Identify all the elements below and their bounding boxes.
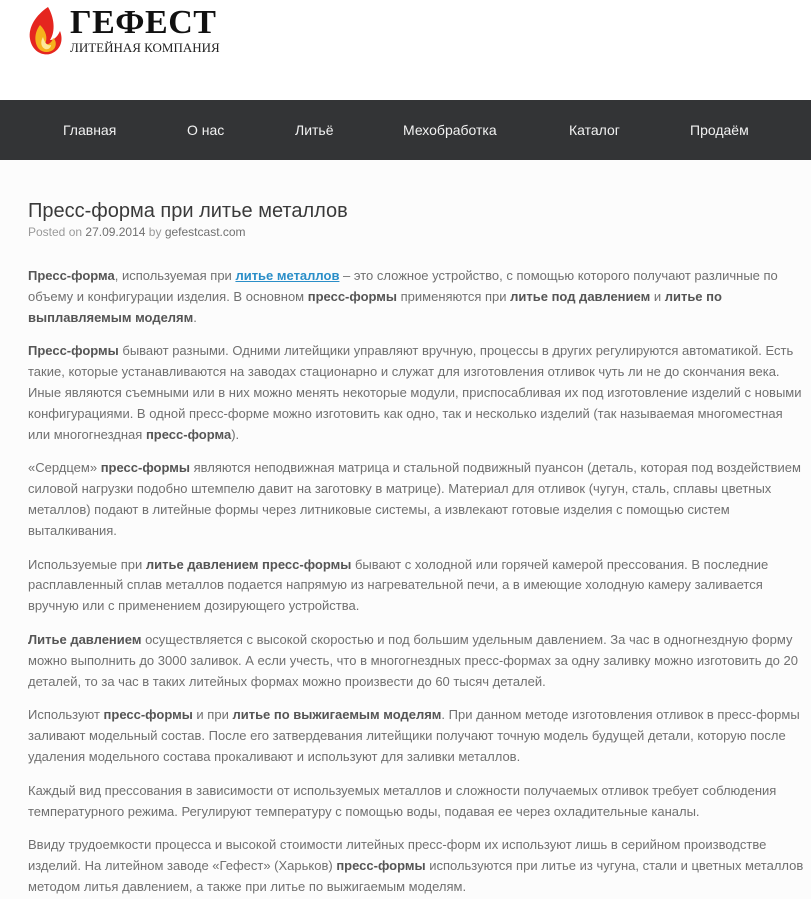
text-run: бывают с холодной или горячей камерой прессования. В последние расплавленный сплав металлов подается напрямую из нагревательной печи, а в имеющие холодную камеру заливается вручную или с применением дозирующего устройства. bbox=[28, 556, 769, 614]
bold-term: Пресс-форма bbox=[28, 268, 115, 283]
article-paragraph bbox=[28, 341, 804, 445]
main-nav bbox=[0, 100, 811, 160]
bold-term: литье давлением пресс-формы bbox=[145, 556, 352, 572]
text-run: ). bbox=[231, 426, 240, 442]
nav-item-casting[interactable]: Литьё bbox=[295, 122, 334, 138]
text-run: Используют bbox=[28, 707, 104, 723]
text-run: . bbox=[193, 309, 197, 325]
text-run: «Сердцем» bbox=[28, 460, 101, 476]
nav-item-sale[interactable]: Продаём bbox=[690, 122, 749, 138]
meta-author-link[interactable]: gefestcast.com bbox=[164, 225, 246, 239]
nav-item-catalog[interactable]: Каталог bbox=[569, 122, 620, 138]
article-paragraph bbox=[28, 630, 804, 692]
article-paragraph bbox=[28, 705, 804, 767]
bold-term: литье под давлением bbox=[510, 288, 651, 304]
text-run: являются неподвижная матрица и стальной подвижный пуансон (деталь, которая под воздействием силовой нагрузки подобно штемпелю давит на заготовку в матрице). Материал для отливок (чугун, сталь, сплавы цветных металлов) подают в литейные формы через литниковые системы, а извлекают готовые изделия с помощью систем выталкивания. bbox=[28, 460, 801, 538]
bold-term: Литье давлением bbox=[28, 631, 142, 647]
article-meta bbox=[28, 224, 804, 240]
meta-by-label: by bbox=[148, 225, 162, 239]
text-run: – это сложное устройство, с помощью которого получают различные по объему и конфигурации изделия. В основном bbox=[28, 268, 778, 304]
text-run: и bbox=[650, 288, 665, 304]
meta-posted-label: Posted on bbox=[28, 225, 83, 239]
text-run: Каждый вид прессования в зависимости от используемых металлов и сложности получаемых отливок требует соблюдения температурного режима. Регулируют температуру с помощью воды, подавая ее через охладительные каналы. bbox=[28, 782, 777, 819]
bold-term: литье по выплавляемым моделям bbox=[28, 288, 722, 325]
bold-term: литье по выжигаемым моделям bbox=[232, 707, 442, 723]
nav-item-about[interactable]: О нас bbox=[187, 122, 225, 138]
bold-term: пресс-формы bbox=[307, 288, 398, 304]
bold-term: Пресс-формы bbox=[28, 343, 119, 359]
text-run: применяются при bbox=[397, 288, 511, 304]
logo-subtitle: ЛИТЕЙНАЯ КОМПАНИЯ bbox=[70, 40, 220, 55]
bold-term: пресс-формы bbox=[336, 858, 426, 874]
article-paragraph bbox=[28, 266, 804, 328]
text-run: осуществляется с высокой скоростью и под большим удельным давлением. За час в одногнездную форму можно выполнить до 3000 заливок. А если учесть, что в многогнездных пресс-формах за одну заливку можно изготовить до 20 деталей, то за час в таких литейных формах можно произвести до 60 тысяч деталей. bbox=[28, 631, 798, 689]
bold-term: пресс-формы bbox=[100, 460, 190, 476]
article-paragraph bbox=[28, 781, 804, 823]
text-run: и при bbox=[192, 707, 233, 723]
article-paragraph bbox=[28, 835, 804, 897]
text-run: используются при литье из чугуна, стали и цветных металлов методом литья давлением, а также при литье по выжигаемым моделям. bbox=[28, 858, 804, 894]
text-run: Используемые при bbox=[28, 556, 146, 572]
article bbox=[28, 198, 804, 898]
text-run: . При данном методе изготовления отливок в пресс-формы заливают модельный состав. После его затвердевания литейщики получают точную модель будущей детали, которую после удаления модельного состава прокаливают и используют для заливки металлов. bbox=[28, 707, 800, 764]
text-run: Ввиду трудоемкости процесса и высокой стоимости литейных пресс-форм их используют лишь в серийном производстве изделий. На литейном заводе «Гефест» (Харьков) bbox=[28, 837, 767, 874]
bold-term: пресс-форма bbox=[145, 426, 232, 442]
bold-term: пресс-формы bbox=[103, 707, 193, 723]
text-run: , используемая при bbox=[114, 268, 236, 283]
text-run: бывают разными. Одними литейщики управляют вручную, процессы в других регулируются автоматикой. Есть такие, которые устанавливаются на заводах стационарно и служат для изготовления отливок чуть ли не до скончания века. Иные являются съемными или в них можно менять некоторые модули, приспосабливая их под изготовление изделий с новыми конфигурациями. В одной пресс-форме можно изготовить как одно, так и несколько изделий (так называемая многоместная или многогнездная bbox=[28, 343, 802, 442]
meta-date-link[interactable]: 27.09.2014 bbox=[85, 225, 146, 239]
site-header bbox=[0, 0, 811, 100]
article-paragraph bbox=[28, 555, 804, 617]
flame-logo-icon bbox=[26, 5, 66, 57]
nav-item-home[interactable]: Главная bbox=[63, 122, 117, 138]
metal-casting-link[interactable]: литье металлов bbox=[235, 268, 340, 283]
nav-item-machining[interactable]: Мехобработка bbox=[403, 122, 497, 138]
logo-name: ГЕФЕСТ bbox=[70, 4, 217, 41]
article-paragraph bbox=[28, 458, 804, 541]
site-logo[interactable] bbox=[26, 5, 226, 57]
article-title: Пресс-форма при литье металлов bbox=[28, 200, 348, 222]
